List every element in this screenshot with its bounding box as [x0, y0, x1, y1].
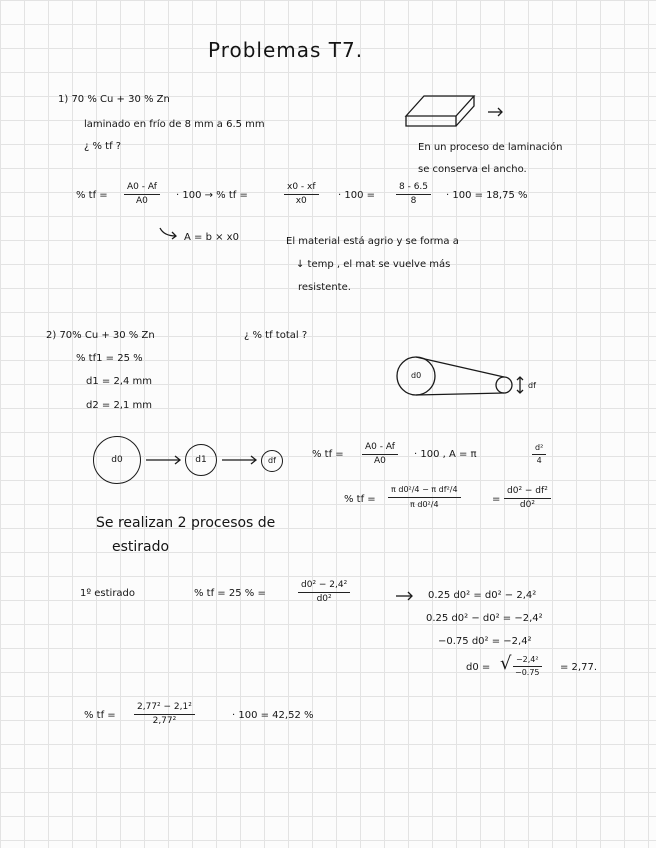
p2-f1-area-den: 4: [536, 456, 542, 465]
sqrt-icon: √: [500, 653, 512, 674]
p2-given-d1: d1 = 2,4 mm: [86, 376, 153, 387]
p1-eq-fraction-area: [124, 182, 160, 207]
p2-given-tf1: % tf1 = 25 %: [76, 353, 143, 364]
p2-header: 2) 70% Cu + 30 % Zn: [46, 330, 155, 341]
p2-first-num: d0² − 2,4²: [298, 580, 350, 593]
circle-df-label: df: [268, 456, 276, 465]
p1-eq-mid: · 100 → % tf =: [176, 190, 248, 201]
p2-f1-area-fraction: [532, 443, 546, 466]
p2-final-lhs: % tf =: [84, 710, 116, 721]
p2-f2-fraction: [388, 484, 461, 511]
p2-f1-lhs: % tf =: [312, 449, 344, 460]
p1-note-line1: En un proceso de laminación: [418, 142, 563, 153]
p1-note-line2: se conserva el ancho.: [418, 164, 527, 175]
arrow-right-icon: [146, 454, 182, 466]
p1-eq-frac1-num: A0 - Af: [124, 182, 160, 195]
p2-first-lhs: % tf = 25 % =: [194, 588, 266, 599]
p1-eq-frac3-num: 8 - 6.5: [396, 182, 431, 195]
p2-f2-fraction-simplified: [504, 486, 551, 511]
p2-process-line1: Se realizan 2 procesos de: [96, 515, 276, 531]
p1-eq-fraction-thickness: [284, 182, 319, 207]
p2-step1: 0.25 d0² = d0² − 2,4²: [428, 590, 537, 601]
p1-area-formula: A = b × x0: [184, 232, 239, 243]
p1-question: ¿ % tf ?: [84, 141, 122, 152]
p2-f1-den: A0: [373, 456, 386, 466]
p1-material-line1: El material está agrio y se forma a: [286, 236, 459, 247]
p1-eq-mid2: · 100 =: [338, 190, 376, 201]
p2-f2-num: π d0²/4 − π df²/4: [388, 484, 461, 498]
p2-step3: −0.75 d0² = −2,4²: [438, 636, 532, 647]
slab-sketch-icon: [404, 94, 514, 134]
p2-first-fraction: [298, 580, 350, 605]
p2-first-label: 1º estirado: [80, 588, 136, 599]
p1-header: 1) 70 % Cu + 30 % Zn: [58, 94, 170, 105]
p1-eq-frac2-num: x0 - xf: [284, 182, 319, 195]
p2-step4-fraction: [512, 655, 543, 678]
p1-eq-lhs: % tf =: [76, 190, 108, 201]
p1-material-line3: resistente.: [298, 282, 351, 293]
p1-eq-frac3-den: 8: [410, 196, 417, 206]
p2-f1-num: A0 - Af: [362, 442, 398, 455]
p2-step4-num: −2,4²: [513, 655, 542, 667]
p2-f2-den2: d0²: [519, 500, 535, 510]
p2-step2: 0.25 d0² − d0² = −2,4²: [426, 613, 543, 624]
p2-f1-area-num: d²: [532, 443, 546, 455]
p2-f2-lhs: % tf =: [344, 494, 376, 505]
arrow-right-icon: [222, 454, 258, 466]
circle-d1: [185, 444, 217, 476]
p1-eq-fraction-values: [396, 182, 431, 207]
p1-eq-frac1-den: A0: [135, 196, 148, 206]
p2-first-den: d0²: [316, 594, 332, 604]
page-title: Problemas T7.: [208, 38, 364, 62]
p1-material-line2: ↓ temp , el mat se vuelve más: [296, 259, 451, 270]
p1-statement: laminado en frío de 8 mm a 6.5 mm: [84, 119, 265, 130]
circle-d0: [93, 436, 141, 484]
p2-final-den: 2,77²: [152, 716, 177, 726]
p2-process-line2: estirado: [112, 539, 170, 555]
circle-df: [261, 450, 283, 472]
p2-question: ¿ % tf total ?: [244, 330, 308, 341]
p1-eq-frac2-den: x0: [295, 196, 307, 206]
arrow-right-icon: [396, 591, 414, 601]
circle-d1-label: d1: [195, 455, 207, 465]
wire-label-d0: d0: [411, 371, 422, 380]
p2-final-result: · 100 = 42,52 %: [232, 710, 314, 721]
p2-f2-den: π d0²/4: [410, 500, 439, 509]
p2-step4-den: −0.75: [515, 668, 540, 677]
p2-f2-eq: =: [492, 494, 501, 505]
p1-eq-result: · 100 = 18,75 %: [446, 190, 528, 201]
p2-given-d2: d2 = 2,1 mm: [86, 400, 153, 411]
p2-f1-tail: · 100 , A = π: [414, 449, 477, 460]
hook-arrow-icon: [158, 226, 180, 240]
circle-d0-label: d0: [111, 455, 123, 465]
p2-f2-num2: d0² − df²: [504, 486, 551, 499]
p2-step4-result: = 2,77.: [560, 662, 598, 673]
p2-step4-lhs: d0 =: [466, 662, 491, 673]
wire-label-df: df: [528, 381, 536, 390]
p2-f1-fraction: [362, 442, 398, 467]
p2-final-num: 2,77² − 2,1²: [134, 702, 195, 715]
p2-final-fraction: [134, 702, 195, 727]
